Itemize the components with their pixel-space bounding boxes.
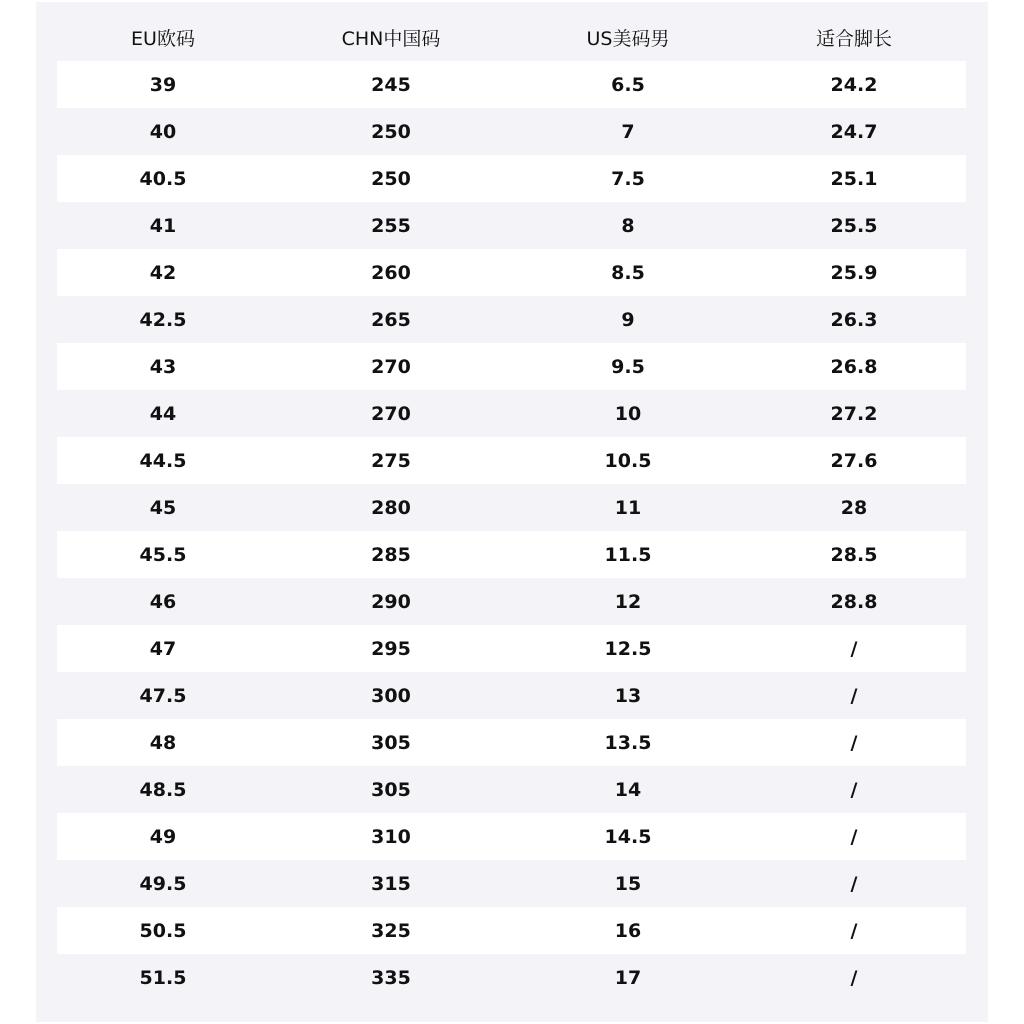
foot-length-cell: / [850, 966, 858, 989]
us-size-cell: 12.5 [604, 637, 652, 660]
chn-size-cell: 255 [371, 214, 411, 237]
header-chn-size: CHN中国码 [341, 27, 441, 50]
us-size-cell: 15 [614, 872, 642, 895]
chn-size-cell: 325 [371, 919, 411, 942]
chn-size-cell: 250 [371, 120, 411, 143]
us-size-cell: 16 [614, 919, 642, 942]
us-size-cell: 8 [621, 214, 635, 237]
chn-size-cell: 305 [371, 778, 411, 801]
table-row [57, 249, 966, 296]
chn-size-cell: 310 [371, 825, 411, 848]
eu-size-cell: 50.5 [139, 919, 187, 942]
size-table-body [57, 61, 966, 1001]
table-row [57, 437, 966, 484]
us-size-cell: 10.5 [604, 449, 652, 472]
us-size-cell: 10 [614, 402, 642, 425]
chn-size-cell: 260 [371, 261, 411, 284]
eu-size-cell: 40 [149, 120, 177, 143]
eu-size-cell: 48 [149, 731, 177, 754]
table-row [57, 954, 966, 1001]
foot-length-cell: 28 [840, 496, 868, 519]
foot-length-cell: 28.5 [830, 543, 878, 566]
eu-size-cell: 47.5 [139, 684, 187, 707]
us-size-cell: 7.5 [611, 167, 645, 190]
chn-size-cell: 280 [371, 496, 411, 519]
table-row [57, 108, 966, 155]
foot-length-cell: 24.7 [830, 120, 878, 143]
foot-length-cell: 25.5 [830, 214, 878, 237]
table-row [57, 625, 966, 672]
table-row [57, 719, 966, 766]
eu-size-cell: 46 [149, 590, 177, 613]
us-size-cell: 14 [614, 778, 642, 801]
eu-size-cell: 45.5 [139, 543, 187, 566]
foot-length-cell: / [850, 778, 858, 801]
eu-size-cell: 48.5 [139, 778, 187, 801]
us-size-cell: 13 [614, 684, 642, 707]
chn-size-cell: 290 [371, 590, 411, 613]
size-table-header [57, 14, 966, 60]
eu-size-cell: 40.5 [139, 167, 187, 190]
foot-length-cell: / [850, 825, 858, 848]
table-row [57, 531, 966, 578]
chn-size-cell: 270 [371, 402, 411, 425]
eu-size-cell: 42 [149, 261, 177, 284]
foot-length-cell: 24.2 [830, 73, 878, 96]
eu-size-cell: 43 [149, 355, 177, 378]
table-row [57, 202, 966, 249]
eu-size-cell: 41 [149, 214, 177, 237]
us-size-cell: 9.5 [611, 355, 645, 378]
us-size-cell: 11.5 [604, 543, 652, 566]
chn-size-cell: 300 [371, 684, 411, 707]
foot-length-cell: 27.6 [830, 449, 878, 472]
foot-length-cell: / [850, 919, 858, 942]
chn-size-cell: 275 [371, 449, 411, 472]
header-eu-size: EU欧码 [131, 27, 195, 50]
chn-size-cell: 315 [371, 872, 411, 895]
us-size-cell: 7 [621, 120, 635, 143]
us-size-cell: 8.5 [611, 261, 645, 284]
foot-length-cell: / [850, 637, 858, 660]
table-row [57, 907, 966, 954]
header-us-size: US美码男 [586, 27, 670, 50]
us-size-cell: 11 [614, 496, 642, 519]
eu-size-cell: 47 [149, 637, 177, 660]
chn-size-cell: 245 [371, 73, 411, 96]
us-size-cell: 13.5 [604, 731, 652, 754]
foot-length-cell: 26.8 [830, 355, 878, 378]
eu-size-cell: 39 [149, 73, 177, 96]
eu-size-cell: 45 [149, 496, 177, 519]
foot-length-cell: 26.3 [830, 308, 878, 331]
table-row [57, 672, 966, 719]
us-size-cell: 6.5 [611, 73, 645, 96]
eu-size-cell: 44.5 [139, 449, 187, 472]
chn-size-cell: 305 [371, 731, 411, 754]
foot-length-cell: 27.2 [830, 402, 878, 425]
eu-size-cell: 49.5 [139, 872, 187, 895]
eu-size-cell: 44 [149, 402, 177, 425]
chn-size-cell: 285 [371, 543, 411, 566]
eu-size-cell: 42.5 [139, 308, 187, 331]
eu-size-cell: 49 [149, 825, 177, 848]
foot-length-cell: 25.1 [830, 167, 878, 190]
chn-size-cell: 265 [371, 308, 411, 331]
foot-length-cell: 25.9 [830, 261, 878, 284]
us-size-cell: 12 [614, 590, 642, 613]
table-row [57, 61, 966, 108]
table-row [57, 766, 966, 813]
table-row [57, 155, 966, 202]
table-row [57, 484, 966, 531]
table-row [57, 860, 966, 907]
foot-length-cell: 28.8 [830, 590, 878, 613]
table-row [57, 343, 966, 390]
us-size-cell: 17 [614, 966, 642, 989]
eu-size-cell: 51.5 [139, 966, 187, 989]
chn-size-cell: 335 [371, 966, 411, 989]
foot-length-cell: / [850, 684, 858, 707]
header-foot-length: 适合脚长 [815, 27, 893, 50]
chn-size-cell: 270 [371, 355, 411, 378]
table-row [57, 813, 966, 860]
chn-size-cell: 295 [371, 637, 411, 660]
us-size-cell: 14.5 [604, 825, 652, 848]
us-size-cell: 9 [621, 308, 635, 331]
table-row [57, 578, 966, 625]
foot-length-cell: / [850, 872, 858, 895]
foot-length-cell: / [850, 731, 858, 754]
table-row [57, 296, 966, 343]
table-row [57, 390, 966, 437]
chn-size-cell: 250 [371, 167, 411, 190]
